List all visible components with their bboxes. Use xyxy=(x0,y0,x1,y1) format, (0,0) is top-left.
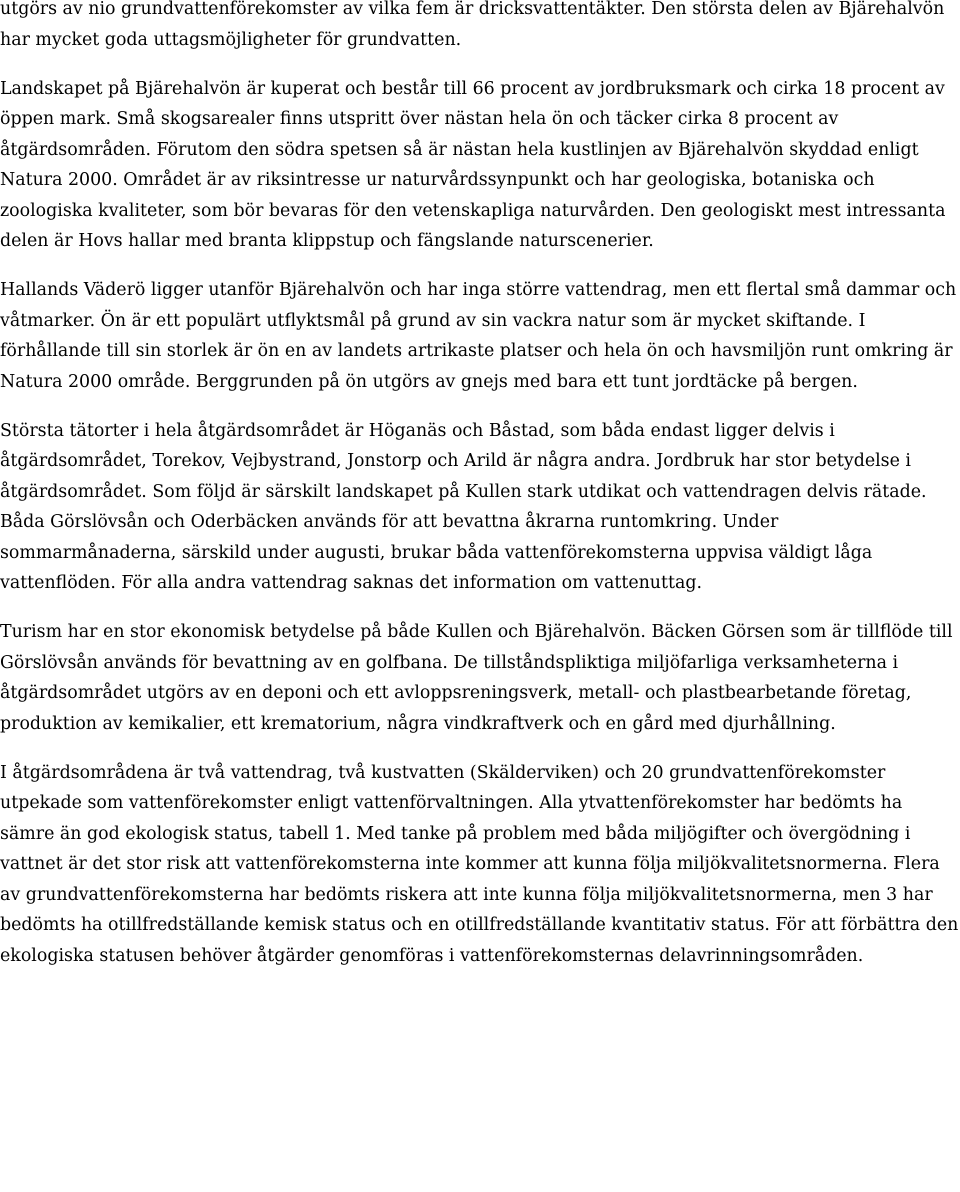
paragraph-landscape: Landskapet på Bjärehalvön är kuperat och består till 66 procent av jordbruksmark och cirka 18 procent av öppen mark. Små skogsarealer finns utspritt över nästan hela ön och täcker cirka 8 procent av åtgärdsområden. Förutom den södra spetsen så är nästan hela kustlinjen av Bjärehalvön skyddad enligt Natura 2000. Området är av riksintresse ur naturvårdssynpunkt och har geologiska, botaniska och zoologiska kvaliteter, som bör bevaras för den vetenskapliga naturvården. Den geologiskt mest intressanta delen är Hovs hallar med branta klippstup och fängslande naturscenerier. xyxy=(0,78,946,251)
paragraph-groundwater-intro: utgörs av nio grundvattenförekomster av vilka fem är dricksvattentäkter. Den största delen av Bjärehalvön har mycket goda uttagsmöjligheter för grundvatten. xyxy=(0,0,945,50)
paragraph-tourism-industry: Turism har en stor ekonomisk betydelse på både Kullen och Bjärehalvön. Bäcken Görsen som är tillflöde till Görslövsån används för bevattning av en golfbana. De tillståndspliktiga miljöfarliga verksamheterna i åtgärdsområdet utgörs av en deponi och ett avloppsreningsverk, metall- och plastbearbetande företag, produktion av kemikalier, ett krematorium, några vindkraftverk och en gård med djurhållning. xyxy=(0,622,953,734)
paragraph-towns-agriculture: Största tätorter i hela åtgärdsområdet är Höganäs och Båstad, som båda endast ligger delvis i åtgärdsområdet, Torekov, Vejbystrand, Jonstorp och Arild är några andra. Jordbruk har stor betydelse i åtgärdsområdet. Som följd är särskilt landskapet på Kullen stark utdikat och vattendragen delvis rätade. Båda Görslövsån och Oderbäcken används för att bevattna åkrarna runtomkring. Under sommarmånaderna, särskild under augusti, brukar båda vattenförekomsterna uppvisa väldigt låga vattenflöden. För alla andra vattendrag saknas det information om vattenuttag. xyxy=(0,420,927,593)
paragraph-water-status: I åtgärdsområdena är två vattendrag, två kustvatten (Skälderviken) och 20 grundvattenförekomster utpekade som vattenförekomster enligt vattenförvaltningen. Alla ytvattenförekomster har bedömts ha sämre än god ekologisk status, tabell 1. Med tanke på problem med båda miljögifter och övergödning i vattnet är det stor risk att vattenförekomsterna inte kommer att kunna följa miljökvalitetsnormerna. Flera av grundvattenförekomsterna har bedömts riskera att inte kunna följa miljökvalitetsnormerna, men 3 har bedömts ha otillfredställande kemisk status och en otillfredställande kvantitativ status. För att förbättra den ekologiska statusen behöver åtgärder genomföras i vattenförekomsternas delavrinningsområden. xyxy=(0,762,959,966)
paragraph-hallands-vadero: Hallands Väderö ligger utanför Bjärehalvön och har inga större vattendrag, men ett flertal små dammar och våtmarker. Ön är ett populärt utflyktsmål på grund av sin vackra natur som är mycket skiftande. I förhållande till sin storlek är ön en av landets artrikaste platser och hela ön och havsmiljön runt omkring är Natura 2000 område. Berggrunden på ön utgörs av gnejs med bara ett tunt jordtäcke på bergen. xyxy=(0,280,957,392)
